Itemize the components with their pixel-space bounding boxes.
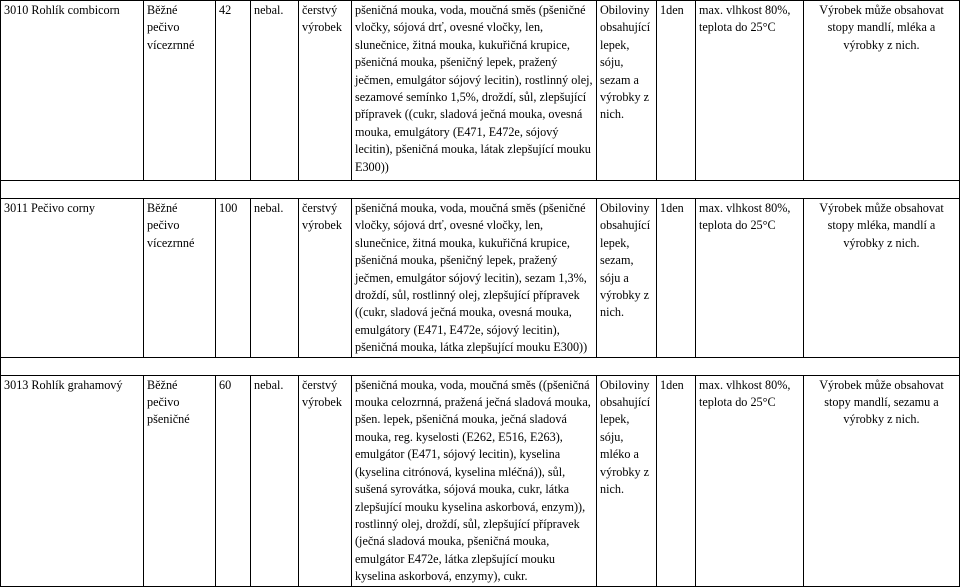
product-code-name-cell <box>1 1 144 181</box>
row-spacer <box>1 181 960 199</box>
product-category: Běžné pečivo vícezrnné <box>144 199 216 358</box>
row-spacer-cell <box>1 181 960 199</box>
product-storage: max. vlhkost 80%, teplota do 25°C <box>696 1 804 181</box>
product-state: čerstvý výrobek <box>299 1 352 181</box>
product-name: Rohlík combicorn <box>31 3 120 17</box>
product-code: 3013 <box>4 377 29 392</box>
product-note: Výrobek může obsahovat stopy mléka, mandlí a výrobky z nich. <box>804 199 960 358</box>
product-code-name-cell <box>1 375 144 586</box>
row-spacer <box>1 357 960 375</box>
product-name: Rohlík grahamový <box>31 377 123 392</box>
product-unit: nebal. <box>251 1 299 181</box>
product-allergens: Obiloviny obsahující lepek, sóju, mléko a výrobky z nich. <box>597 375 657 586</box>
table-row <box>1 199 960 358</box>
product-allergens: Obiloviny obsahující lepek, sóju, sezam a výrobky z nich. <box>597 1 657 181</box>
product-category: Běžné pečivo pšeničné <box>144 375 216 586</box>
product-storage: max. vlhkost 80%, teplota do 25°C <box>696 375 804 586</box>
row-spacer-cell <box>1 357 960 375</box>
product-allergens: Obiloviny obsahující lepek, sezam, sóju a výrobky z nich. <box>597 199 657 358</box>
table-row <box>1 375 960 586</box>
product-note: Výrobek může obsahovat stopy mandlí, sezamu a výrobky z nich. <box>804 375 960 586</box>
product-code: 3010 <box>4 3 29 17</box>
product-name: Pečivo corny <box>30 201 95 215</box>
product-storage: max. vlhkost 80%, teplota do 25°C <box>696 199 804 358</box>
product-ingredients: pšeničná mouka, voda, moučná směs (pšeničné vločky, sójová drť, ovesné vločky, len, slunečnice, žitná mouka, kukuřičná krupice, pšeničná mouka, pšeničný lepek, pražený ječmen, emulgátor sójový lecitin), rostlinný olej, sezamové semínko 1,5%, droždí, sůl, zlepšující přípravek ((cukr, sladová ječná mouka, ovesná mouka, emulgátory (E471, E472e, sójový lecitin), pšeničná mouka, látak zlepšující mouku E300)) <box>352 1 597 181</box>
product-ingredients: pšeničná mouka, voda, moučná směs ((pšeničná mouka celozrnná, pražená ječná sladová mouka, pšen. lepek, pšeničná mouka, ječná sladová mouka, reg. kyselosti (E262, E516, E263), emulgátor (E471, sójový lecitin), kyselina (kyselina citrónová, kyselina mléčná)), sůl, sušená syrovátka, sójová mouka, cukr, látka zlepšující mouku kyselina askorbová, enzym)), rostlinný olej, droždí, sůl, zlepšující přípravek (ječná sladová mouka, pšeničná mouka, emulgátor E472e, látka zlepšující mouku kyselina askorbová, enzymy), cukr. <box>352 375 597 586</box>
product-quantity: 42 <box>216 1 251 181</box>
table-row <box>1 1 960 181</box>
product-category: Běžné pečivo vícezrnné <box>144 1 216 181</box>
product-quantity: 100 <box>216 199 251 358</box>
product-note: Výrobek může obsahovat stopy mandlí, mléka a výrobky z nich. <box>804 1 960 181</box>
product-shelf-life: 1den <box>657 1 696 181</box>
product-state: čerstvý výrobek <box>299 199 352 358</box>
product-ingredients: pšeničná mouka, voda, moučná směs (pšeničné vločky, sójová drť, ovesné vločky, len, slunečnice, žitná mouka, kukuřičná krupice, pšeničná mouka, pšeničný lepek, pražený ječmen, emulgátor sójový lecitin), sezam 1,3%, droždí, sůl, rostlinný olej, zlepšující přípravek ((cukr, sladová ječná mouka, ovesná mouka, emulgátory (E471, E472e, sójový lecitin), pšeničná mouka, látka zlepšující mouku E300)) <box>352 199 597 358</box>
product-code-name-cell <box>1 199 144 358</box>
product-shelf-life: 1den <box>657 199 696 358</box>
product-quantity: 60 <box>216 375 251 586</box>
product-unit: nebal. <box>251 199 299 358</box>
product-state: čerstvý výrobek <box>299 375 352 586</box>
product-unit: nebal. <box>251 375 299 586</box>
product-code: 3011 <box>4 201 28 215</box>
product-shelf-life: 1den <box>657 375 696 586</box>
